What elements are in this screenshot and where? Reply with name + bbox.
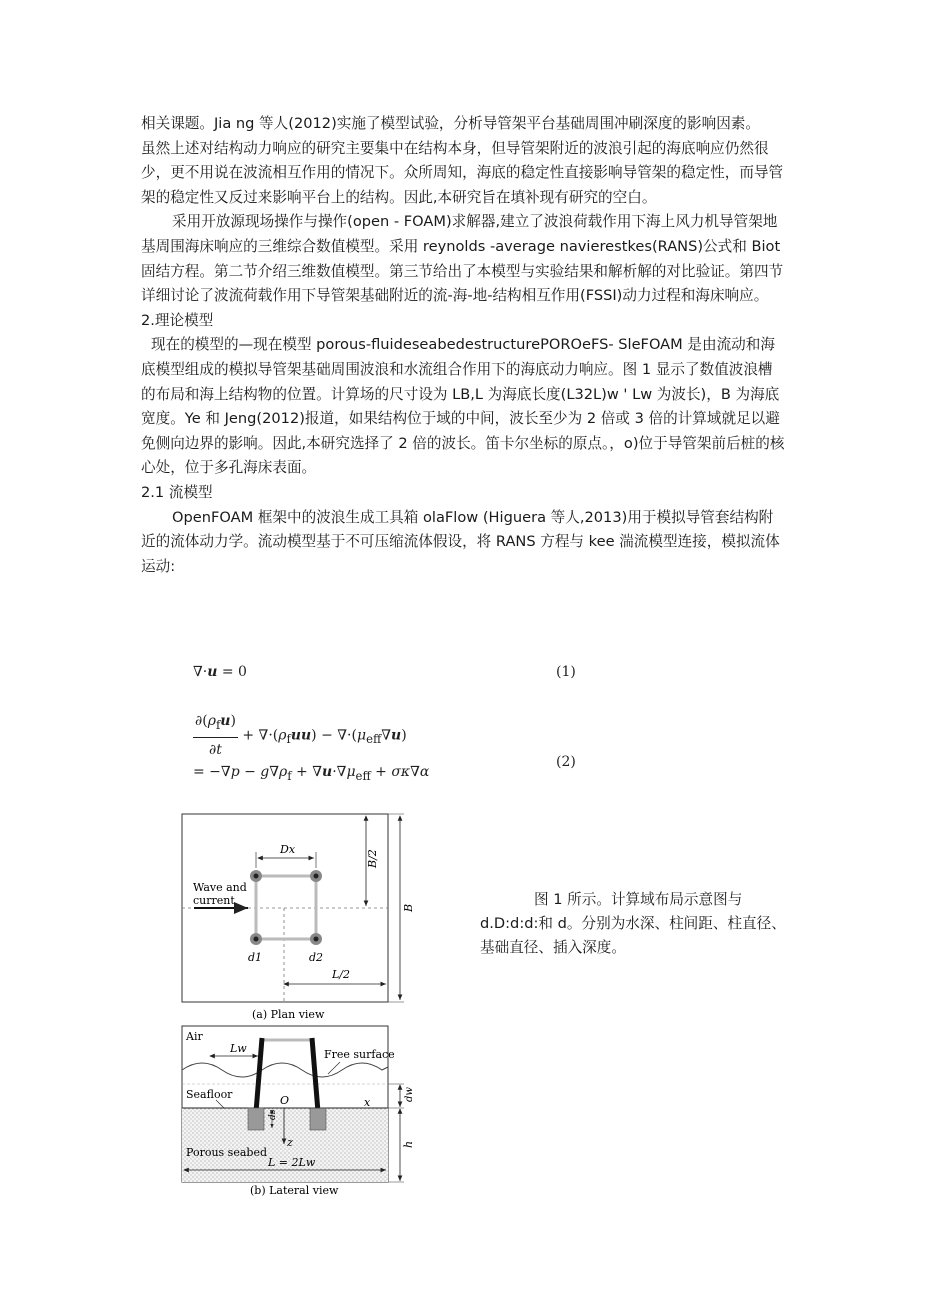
label-Dx: Dx (280, 843, 296, 856)
label-h: h (402, 1140, 415, 1148)
figure-schematic (176, 808, 420, 1198)
figure-caption (480, 888, 790, 960)
foundation-front (248, 1108, 264, 1130)
pile-front-bottom (250, 933, 262, 945)
section-heading-flow-model: 2.1 流模型 (141, 483, 213, 501)
label-B-half: B/2 (366, 849, 379, 868)
caption-lateral-view: (b) Lateral view (250, 1184, 339, 1197)
paragraph-flow-model: OpenFOAM 框架中的波浪生成工具箱 olaFlow (Higuera 等人,2013)用于模拟导管套结构附近的流体动力学。流动模型基于不可压缩流体假设，将 RANS 方程与 kee 湍流模型连接，模拟流体运动: (141, 508, 780, 575)
label-current: current (193, 894, 235, 907)
label-origin: O (280, 1094, 290, 1107)
equation-number-1: (1) (556, 664, 576, 680)
porous-seabed-region (182, 1108, 388, 1182)
body-text (141, 112, 786, 579)
figure-domain-layout (176, 808, 420, 1198)
label-seafloor: Seafloor (186, 1088, 233, 1101)
label-wave: Wave and (193, 881, 247, 894)
label-d2: d2 (309, 951, 324, 964)
label-Lw: Lw (230, 1042, 247, 1055)
pile-rear-bottom (310, 933, 322, 945)
paragraph-intro-end: 相关课题。Jia ng 等人(2012)实施了模型试验，分析导管架平台基础周围冲刷深度的影响因素。 (141, 115, 760, 132)
paragraph-model-overview: 采用开放源现场操作与操作(open - FOAM)求解器,建立了波浪荷载作用下海上风力机导管架地基周围海床响应的三维综合数值模型。采用 reynolds -average navierestkes(RANS)公式和 Biot 固结方程。第二节介绍三维数值模型。第三节给出了本模型与实验结果和解析解的对比验证。第四节详细讨论了波流荷载作用下导管架基础附近的流-海-地-结构相互作用(FSSI)动力过程和海床响应。 (141, 213, 784, 305)
equation-continuity: ∇·u = 0 (193, 664, 247, 680)
label-z-axis: z (287, 1136, 293, 1149)
pile-front-top (250, 870, 262, 882)
caption-plan-view: (a) Plan view (252, 1008, 325, 1021)
paragraph-model-description: 现在的模型的—现在模型 porous-fluideseabedestructurePOROeFS- SleFOAM 是由流动和海底模型组成的模拟导管架基础周围波浪和水流组合作用下的海底动力响应。图 1 显示了数值波浪槽的布局和海上结构物的位置。计算场的尺寸设为 LB,L 为海底长度(L32L)w ' Lw 为波长)，B 为海底宽度。Ye 和 Jeng(2012)报道，如果结构位于域的中间，波长至少为 2 倍或 3 倍的计算域就足以避免侧向边界的影响。因此,本研究选择了 2 倍的波长。笛卡尔坐标的原点。，o)位于导管架前后桩的核心处，位于多孔海床表面。 (141, 336, 785, 477)
label-free-surface: Free surface (324, 1048, 395, 1061)
label-x-axis: x (364, 1096, 371, 1109)
label-ds: ds (268, 1109, 278, 1120)
label-L-half: L/2 (332, 968, 351, 981)
label-B: B (402, 903, 415, 912)
equation-number-2: (2) (556, 754, 576, 770)
label-air: Air (186, 1030, 203, 1043)
section-heading-theory: 2.理论模型 (141, 311, 214, 329)
label-d1: d1 (248, 951, 263, 964)
paragraph-research-gap: 虽然上述对结构动力响应的研究主要集中在结构本身，但导管架附近的波浪引起的海底响应仍然很少，更不用说在波流相互作用的情况下。众所周知，海底的稳定性直接影响导管架的稳定性，而导管架的稳定性又反过来影响平台上的结构。因此,本研究旨在填补现有研究的空白。 (141, 139, 784, 206)
equation-momentum: $\frac{\partial(\rho_fu)}{\partial t}$ + $\nabla\cdot(\rho_fuu) - \nabla\cdot(\mu_{eff}\nabla u)$ = $-\nabla p - g\nabla\rho_f + \nabla u\cdot\nabla\mu_{eff} + \sigma\kappa\nabla\alpha$ (193, 710, 429, 787)
label-porous-seabed: Porous seabed (186, 1146, 267, 1159)
pile-rear-top (310, 870, 322, 882)
figure-caption-line-2: d.D:d:d:和 d。分别为水深、柱间距、柱直径、基础直径、插入深度。 (480, 915, 786, 956)
label-dw: dw (404, 1087, 415, 1102)
figure-caption-line-1: 图 1 所示。计算域布局示意图与 (534, 891, 743, 908)
label-L: L = 2Lw (268, 1156, 316, 1169)
foundation-rear (310, 1108, 326, 1130)
